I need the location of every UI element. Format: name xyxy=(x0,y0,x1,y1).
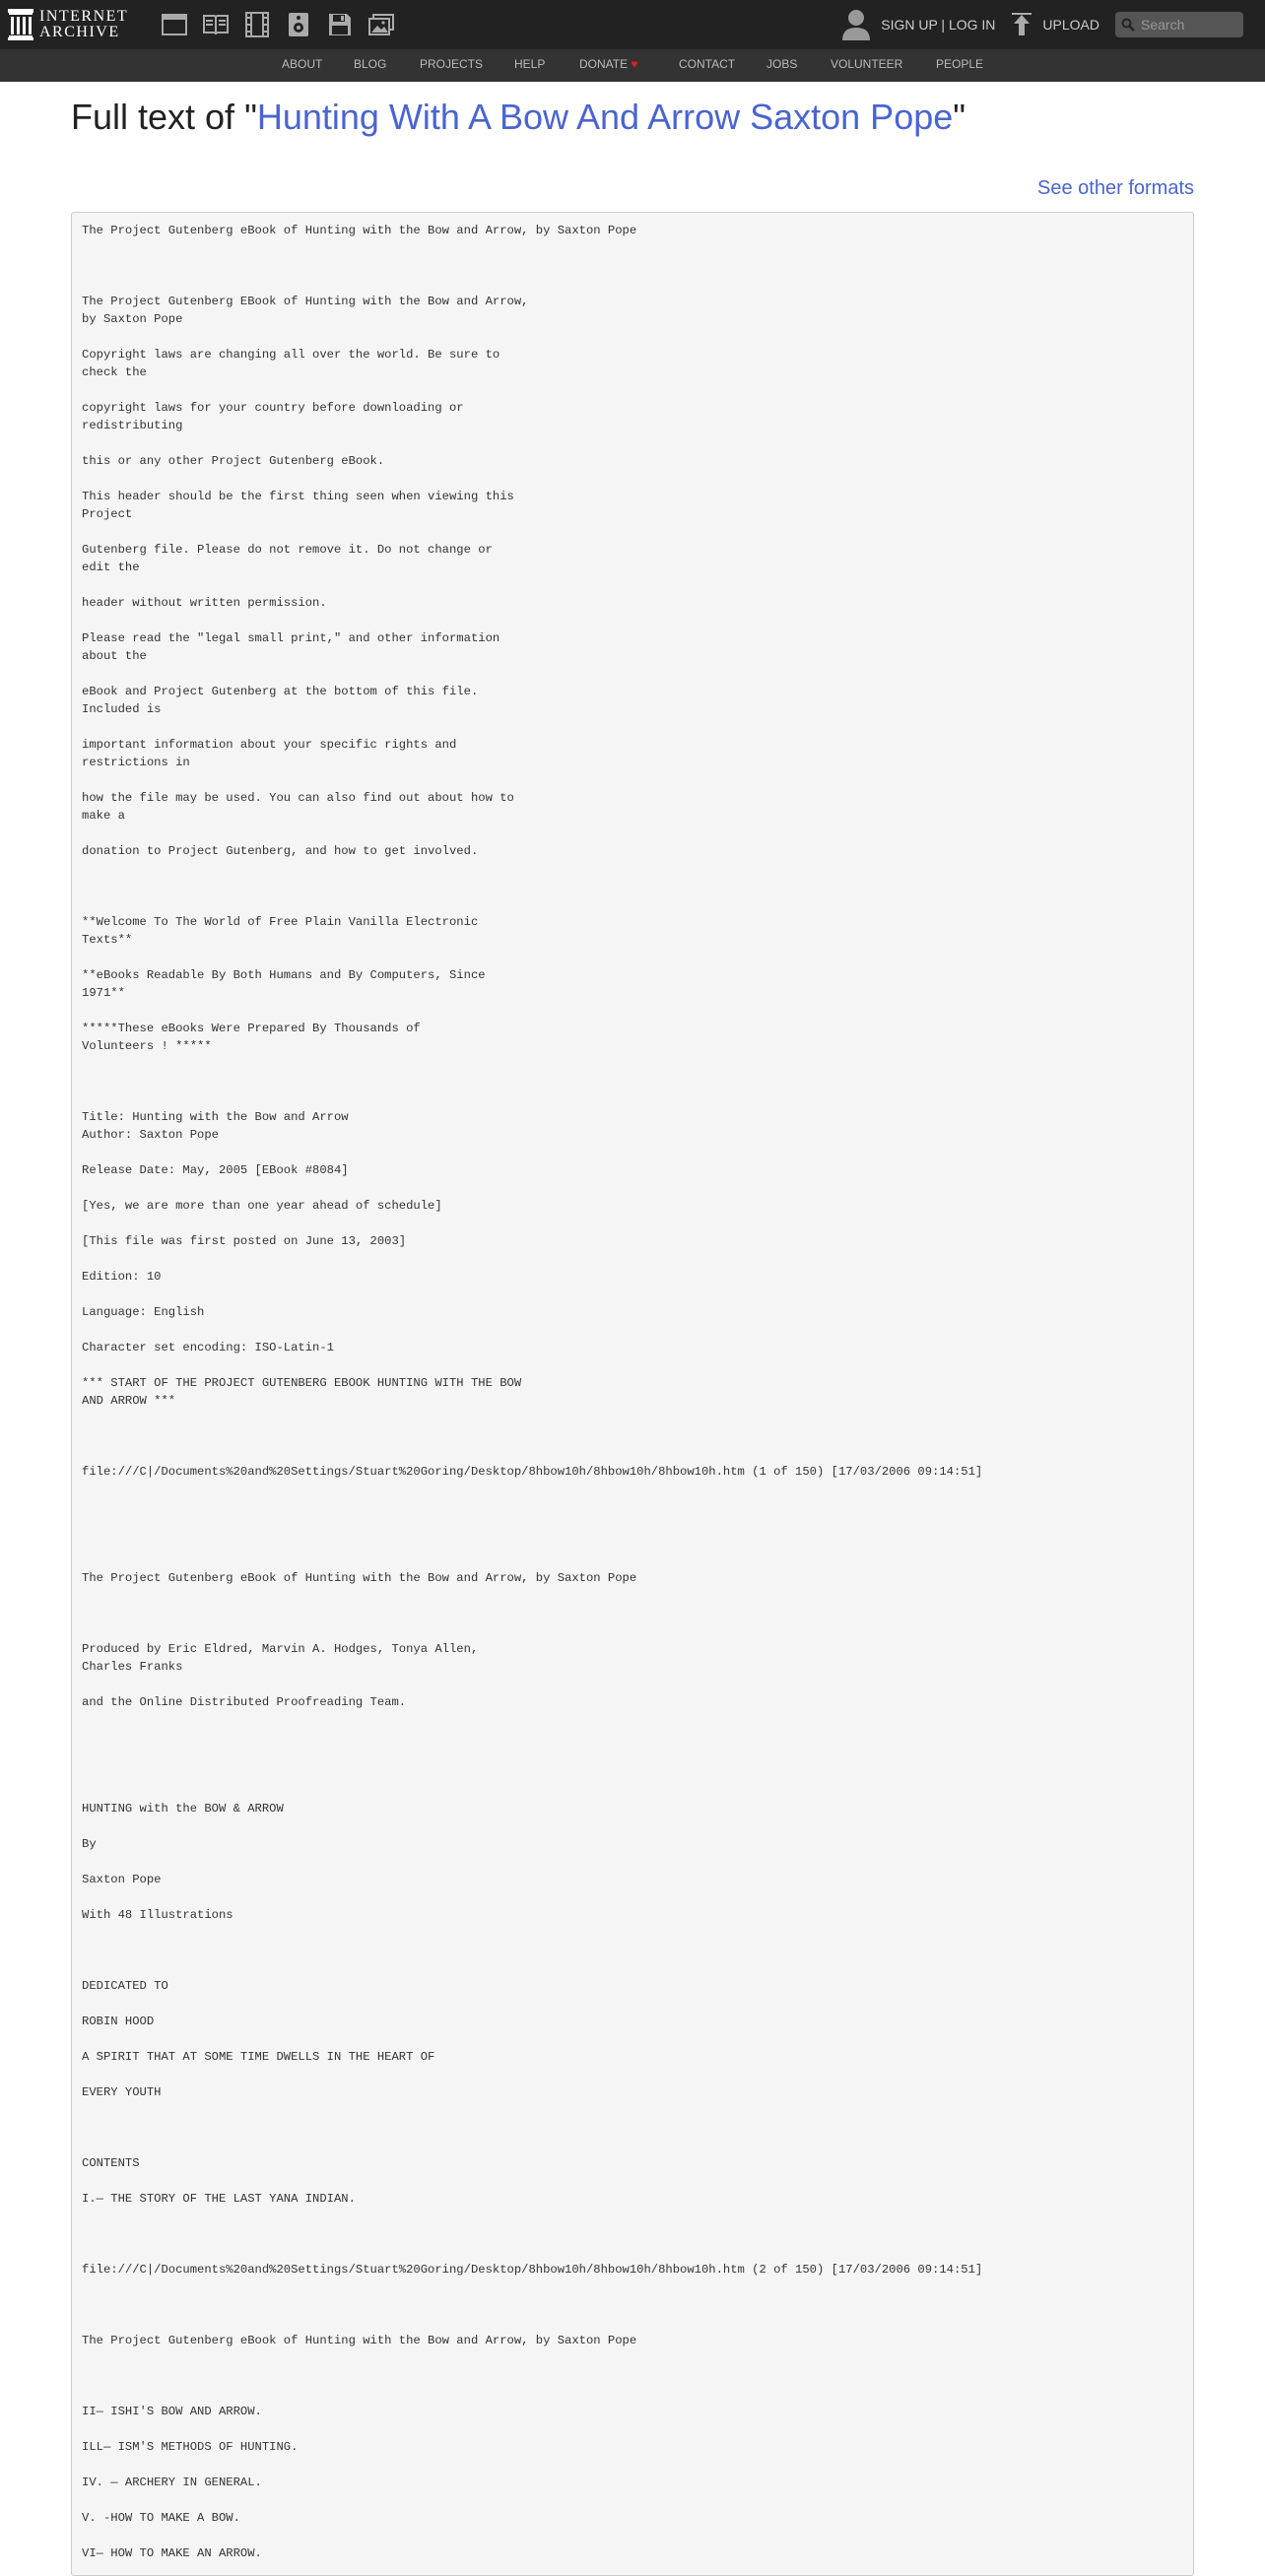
item-title-link[interactable]: Hunting With A Bow And Arrow Saxton Pope xyxy=(256,97,954,137)
nav-help[interactable]: HELP xyxy=(514,57,546,71)
full-text-content: The Project Gutenberg eBook of Hunting with the Bow and Arrow, by Saxton Pope The Project Gutenberg EBook of Hunting with the Bow and Arrow, by Saxton Pope Copyright laws are changing all over the world. Be sure to check the copyright laws for your country before downloading or redistributing this or any other Project Gutenberg eBook. This header should be the first thing seen when viewing this Project Gutenberg file. Please do not remove it. Do not change or edit the header without written permission. Please read the "legal small print," and other information about the eBook and Project Gutenberg at the bottom of this file. Included is important information about your specific rights and restrictions in how the file may be used. You can also find out about how to make a donation to Project Gutenberg, and how to get involved. **Welcome To The World of Free Plain Vanilla Electronic Texts** **eBooks Readable By Both Humans and By Computers, Since 1971** *****These eBooks Were Prepared By Thousands of Volunteers ! ***** Title: Hunting with the Bow and Arrow Author: Saxton Pope Release Date: May, 2005 [EBook #8084] [Yes, we are more than one year ahead of schedule] [This file was first posted on June 13, 2003] Edition: 10 Language: English Character set encoding: ISO-Latin-1 *** START OF THE PROJECT GUTENBERG EBOOK HUNTING WITH THE BOW AND ARROW *** file:///C|/Documents%20and%20Settings/Stuart%20Goring/Desktop/8hbow10h/8hbow10h/8hbow10h.htm (1 of 150) [17/03/2006 09:14:51] The Project Gutenberg eBook of Hunting with the Bow and Arrow, by Saxton Pope Produced by Eric Eldred, Marvin A. Hodges, Tonya Allen, Charles Franks and the Online Distributed Proofreading Team. HUNTING with the BOW & ARROW By Saxton Pope With 48 Illustrations DEDICATED TO ROBIN HOOD A SPIRIT THAT AT SOME TIME DWELLS IN THE HEART OF EVERY YOUTH CONTENTS I.— THE STORY OF THE LAST YANA INDIAN. file:///C|/Documents%20and%20Settings/Stuart%20Goring/Desktop/8hbow10h/8hbow10h/8hbow10h.htm (2 of 150) [17/03/2006 09:14:51] The Project Gutenberg eBook of Hunting with the Bow and Arrow, by Saxton Pope II— ISHI'S BOW AND ARROW. ILL— ISM'S METHODS OF HUNTING. IV. — ARCHERY IN GENERAL. V. -HOW TO MAKE A BOW. VI— HOW TO MAKE AN ARROW. xyxy=(82,224,983,2560)
internet-archive-logo[interactable] xyxy=(8,6,128,43)
archive-building-icon xyxy=(8,9,33,40)
full-text-container xyxy=(71,212,1194,2576)
heart-icon: ♥ xyxy=(631,57,638,71)
logo-line-2: ARCHIVE xyxy=(39,24,120,40)
images-icon[interactable] xyxy=(366,10,396,39)
upload-icon[interactable] xyxy=(1011,13,1032,36)
page-title xyxy=(71,97,965,138)
sign-up-log-in-link[interactable]: SIGN UP | LOG IN xyxy=(881,17,996,33)
nav-contact[interactable]: CONTACT xyxy=(679,57,736,71)
video-icon[interactable] xyxy=(242,10,272,39)
nav-donate[interactable] xyxy=(579,49,638,80)
audio-icon[interactable] xyxy=(284,10,313,39)
user-avatar-icon[interactable] xyxy=(841,9,871,40)
secondary-navigation xyxy=(0,49,1265,82)
upload-link[interactable]: UPLOAD xyxy=(1042,17,1099,33)
software-icon[interactable] xyxy=(325,10,355,39)
title-prefix: Full text of " xyxy=(71,97,257,137)
see-other-formats-link[interactable]: See other formats xyxy=(1037,177,1194,199)
web-icon[interactable] xyxy=(160,10,189,39)
nav-volunteer[interactable]: VOLUNTEER xyxy=(831,57,903,71)
logo-line-1: INTERNET xyxy=(39,8,129,25)
top-navigation-bar xyxy=(0,0,1265,49)
texts-icon[interactable] xyxy=(201,10,231,39)
search-input[interactable] xyxy=(1139,16,1241,33)
search-icon xyxy=(1121,18,1135,32)
nav-donate-label: DONATE xyxy=(579,57,629,71)
nav-projects[interactable]: PROJECTS xyxy=(420,57,484,71)
search-box[interactable] xyxy=(1115,12,1243,37)
nav-jobs[interactable]: JOBS xyxy=(766,57,798,71)
nav-about[interactable]: ABOUT xyxy=(282,57,323,71)
nav-people[interactable]: PEOPLE xyxy=(936,57,984,71)
nav-blog[interactable]: BLOG xyxy=(354,57,387,71)
title-suffix: " xyxy=(953,97,966,137)
